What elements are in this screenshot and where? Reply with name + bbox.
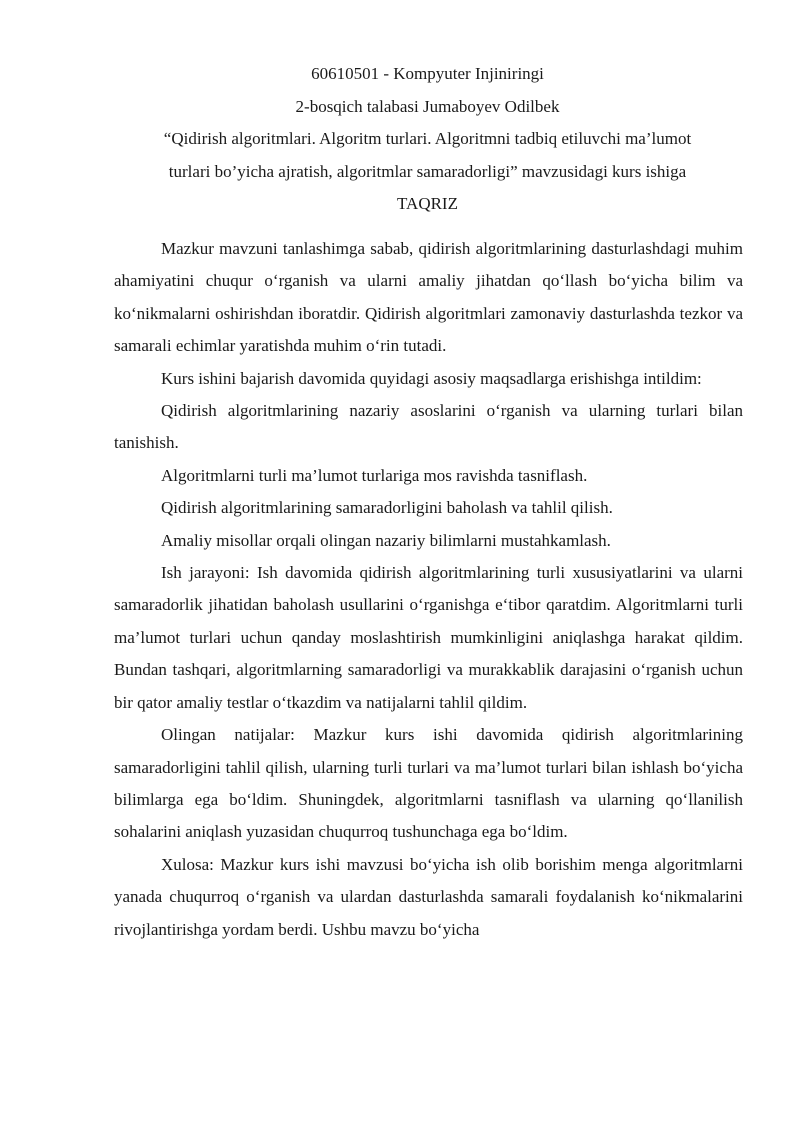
paragraph-reason: Mazkur mavzuni tanlashimga sabab, qidirish algoritmlarining dasturlashdagi muhim ahamiyatini chuqur o‘rganish va ularni amaliy jihatdan qo‘llash bo‘yicha bilim va ko‘nikmalarni oshirishdan iboratdir. Qidirish algoritmlari zamonaviy dasturlashda tezkor va samarali echimlar yaratishda muhim o‘rin tutadi. — [114, 239, 743, 356]
paragraph-goal-2: Algoritmlarni turli ma’lumot turlariga mos ravishda tasniflash. — [161, 465, 588, 485]
paragraph-results: Olingan natijalar: Mazkur kurs ishi davomida qidirish algoritmlarining samaradorligini tahlil qilish, ularning turli turlari va ma’lumot turlari bilan ishlash bo‘yicha bilimlarga ega bo‘ldim. Shuningdek, algoritmlarni tasniflash va ularning qo‘llanilish sohalarini aniqlash yuzasidan chuqurroq tushunchaga ega bo‘ldim. — [114, 725, 743, 842]
document-header — [110, 58, 745, 221]
paragraph-goals-intro: Kurs ishini bajarish davomida quyidagi asosiy maqsadlarga erishishga intildim: — [161, 368, 702, 388]
document-title: TAQRIZ — [397, 194, 458, 213]
paragraph-goal-4: Amaliy misollar orqali olingan nazariy bilimlarni mustahkamlash. — [161, 530, 611, 550]
paragraph-conclusion: Xulosa: Mazkur kurs ishi mavzusi bo‘yicha ish olib borishim menga algoritmlarni yanada chuqurroq o‘rganish va ulardan dasturlashda samarali foydalanish ko‘nikmalarini rivojlantirishga yordam berdi. Ushbu mavzu bo‘yicha — [114, 854, 743, 939]
document-body — [114, 233, 743, 946]
topic-line-2: turlari bo’yicha ajratish, algoritmlar samaradorligi” mavzusidagi kurs ishiga — [168, 161, 687, 181]
student-line: 2-bosqich talabasi Jumaboyev Odilbek — [295, 96, 560, 116]
paragraph-work-process: Ish jarayoni: Ish davomida qidirish algoritmlarining turli xususiyatlarini va ularni samaradorlik jihatidan baholash usullarini o‘rganishga e‘tibor qaratdim. Algoritmlarni turli ma’lumot turlari uchun qanday moslashtirish mumkinligini aniqlashga harakat qildim. Bundan tashqari, algoritmlarning samaradorligi va murakkablik darajasini o‘rganish uchun bir qator amaliy testlar o‘tkazdim va natijalarni tahlil qildim. — [114, 563, 743, 712]
paragraph-goal-1: Qidirish algoritmlarining nazariy asoslarini o‘rganish va ularning turlari bilan tanishish. — [114, 401, 743, 453]
program-code-line: 60610501 - Kompyuter Injiniringi — [311, 64, 544, 83]
paragraph-goal-3: Qidirish algoritmlarining samaradorligini baholash va tahlil qilish. — [161, 498, 613, 518]
topic-line-1: “Qidirish algoritmlari. Algoritm turlari. Algoritmni tadbiq etiluvchi ma’lumot — [163, 129, 692, 148]
